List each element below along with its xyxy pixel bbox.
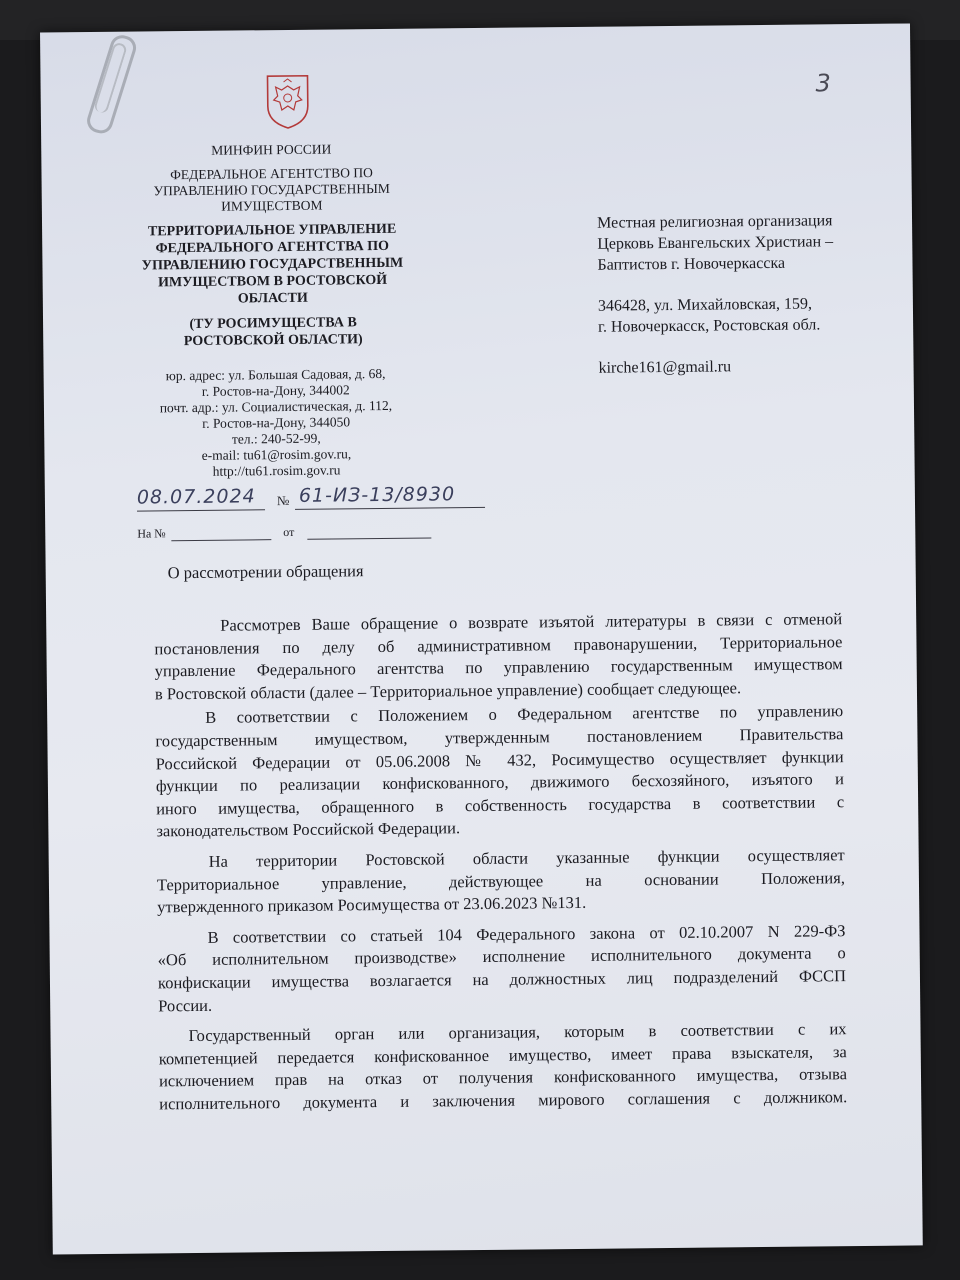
body-line: постановления по делу об административном правонарушении, Территориальное [154, 631, 843, 658]
department-line: ИМУЩЕСТВОМ В РОСТОВСКОЙ [158, 272, 388, 291]
agency-line: УПРАВЛЕНИЮ ГОСУДАРСТВЕННЫМ [153, 180, 390, 199]
short-name-line: (ТУ РОСИМУЩЕСТВА В [189, 315, 357, 333]
agency-line: ФЕДЕРАЛЬНОЕ АГЕНТСТВО ПО [170, 165, 373, 183]
body-line: конфискации имущества возлагается на должностных лиц подразделений ФССП [157, 966, 847, 993]
department-line: ФЕДЕРАЛЬНОГО АГЕНТСТВА ПО [155, 238, 390, 257]
department-line: ТЕРРИТОРИАЛЬНОЕ УПРАВЛЕНИЕ [147, 221, 397, 240]
address-line: г. Ростов-на-Дону, 344002 [201, 382, 350, 399]
recipient-address-line: 346428, ул. Михайловская, 159, [597, 295, 813, 315]
body-line: государственным имуществом, утвержденным постановлением Правительства [155, 724, 844, 751]
body-line: Рассмотрев Ваше обращение о возврате изъятой литературы в связи с отменой [220, 609, 843, 635]
department-line: УПРАВЛЕНИЮ ГОСУДАРСТВЕННЫМ [141, 255, 404, 274]
recipient-name-line: Церковь Евангельских Христиан – [597, 233, 834, 253]
address-line: юр. адрес: ул. Большая Садовая, д. 68, [165, 365, 386, 384]
paragraph-5 [158, 1018, 847, 1116]
handwritten-date: 08.07.2024 [136, 485, 256, 509]
body-line: иного имущества, обращенного в собственность государства в соответствии с [156, 791, 845, 819]
paragraph-3 [157, 844, 846, 919]
date-underline [137, 509, 265, 511]
paragraph-4 [157, 920, 846, 1018]
body-line: В соответствии с Положением о Федеральном агентстве по управлению [205, 701, 844, 728]
number-sign: № [276, 492, 290, 509]
body-line: «Об исполнительном производстве» исполнение исполнительного документа о [157, 943, 846, 970]
body-line: России. [158, 995, 213, 1015]
ref-number-blank [171, 539, 271, 541]
handwritten-reg-number: 61-ИЗ-13/8930 [298, 483, 456, 507]
paragraph-1 [154, 608, 843, 706]
department-line: ОБЛАСТИ [237, 290, 308, 307]
letter-body [154, 608, 847, 1124]
handwritten-page-number: 3 [815, 69, 832, 98]
body-line: законодательством Российской Федерации. [156, 818, 461, 841]
sender-block [111, 140, 433, 350]
body-line: На территории Ростовской области указанные функции осуществляет [208, 845, 845, 871]
letter-page [40, 23, 923, 1254]
website-line: http://tu61.rosim.gov.ru [212, 462, 341, 479]
recipient-block [597, 210, 899, 379]
letter-subject: О рассмотрении обращения [167, 561, 364, 583]
body-line: Территориальное управление, действующее на основании Положения, [156, 867, 846, 894]
address-line: почт. адр.: ул. Социалистическая, д. 112, [159, 397, 393, 416]
reference-row [137, 523, 477, 547]
paragraph-2 [155, 701, 844, 844]
ref-from-label: от [283, 524, 295, 540]
coat-of-arms-icon [264, 72, 311, 130]
body-line: исключением прав на отказ от получения конфискованного имущества, отзыва [158, 1064, 848, 1091]
recipient-email: kirche161@gmail.ru [598, 358, 732, 377]
number-underline [295, 507, 485, 510]
body-line: Российской Федерации от 05.06.2008 № 432, Росимущество осуществляет функции [155, 746, 844, 773]
registration-row [137, 483, 497, 517]
body-line: исполнительного документа и заключения мирового соглашения с должником. [159, 1087, 848, 1114]
recipient-name-line: Баптистов г. Новочеркасска [597, 254, 786, 274]
body-line: компетенцией передается конфискованное имущество, имеет права взыскателя, за [158, 1041, 847, 1069]
ref-date-blank [307, 537, 431, 539]
agency-line: ИМУЩЕСТВОМ [221, 197, 323, 214]
recipient-address-line: г. Новочеркасск, Ростовская обл. [598, 316, 821, 336]
body-line: В соответствии со статьей 104 Федерального закона от 02.10.2007 N 229-ФЗ [207, 920, 846, 947]
phone-line: тел.: 240-52-99, [231, 430, 321, 447]
address-line: г. Ростов-на-Дону, 344050 [202, 414, 351, 431]
short-name-line: РОСТОВСКОЙ ОБЛАСТИ) [183, 332, 363, 350]
recipient-name-line: Местная религиозная организация [596, 212, 833, 232]
body-line: функции по реализации конфискованного, движимого бесхозяйного, изъятого и [155, 769, 844, 796]
ministry-name: МИНФИН РОССИИ [211, 141, 332, 158]
email-line: e-mail: tu61@rosim.gov.ru, [201, 446, 352, 463]
body-line: утвержденного приказом Росимущества от 23.06.2023 №131. [157, 893, 587, 917]
ref-number-label: На № [137, 526, 166, 541]
body-line: Государственный орган или организация, которым в соответствии с их [188, 1019, 847, 1046]
body-line: в Ростовской области (далее – Территориальное управление) сообщает следующее. [154, 678, 742, 704]
sender-address [136, 366, 417, 481]
body-line: управление Федерального агентства по управлению государственным имуществом [154, 654, 843, 681]
